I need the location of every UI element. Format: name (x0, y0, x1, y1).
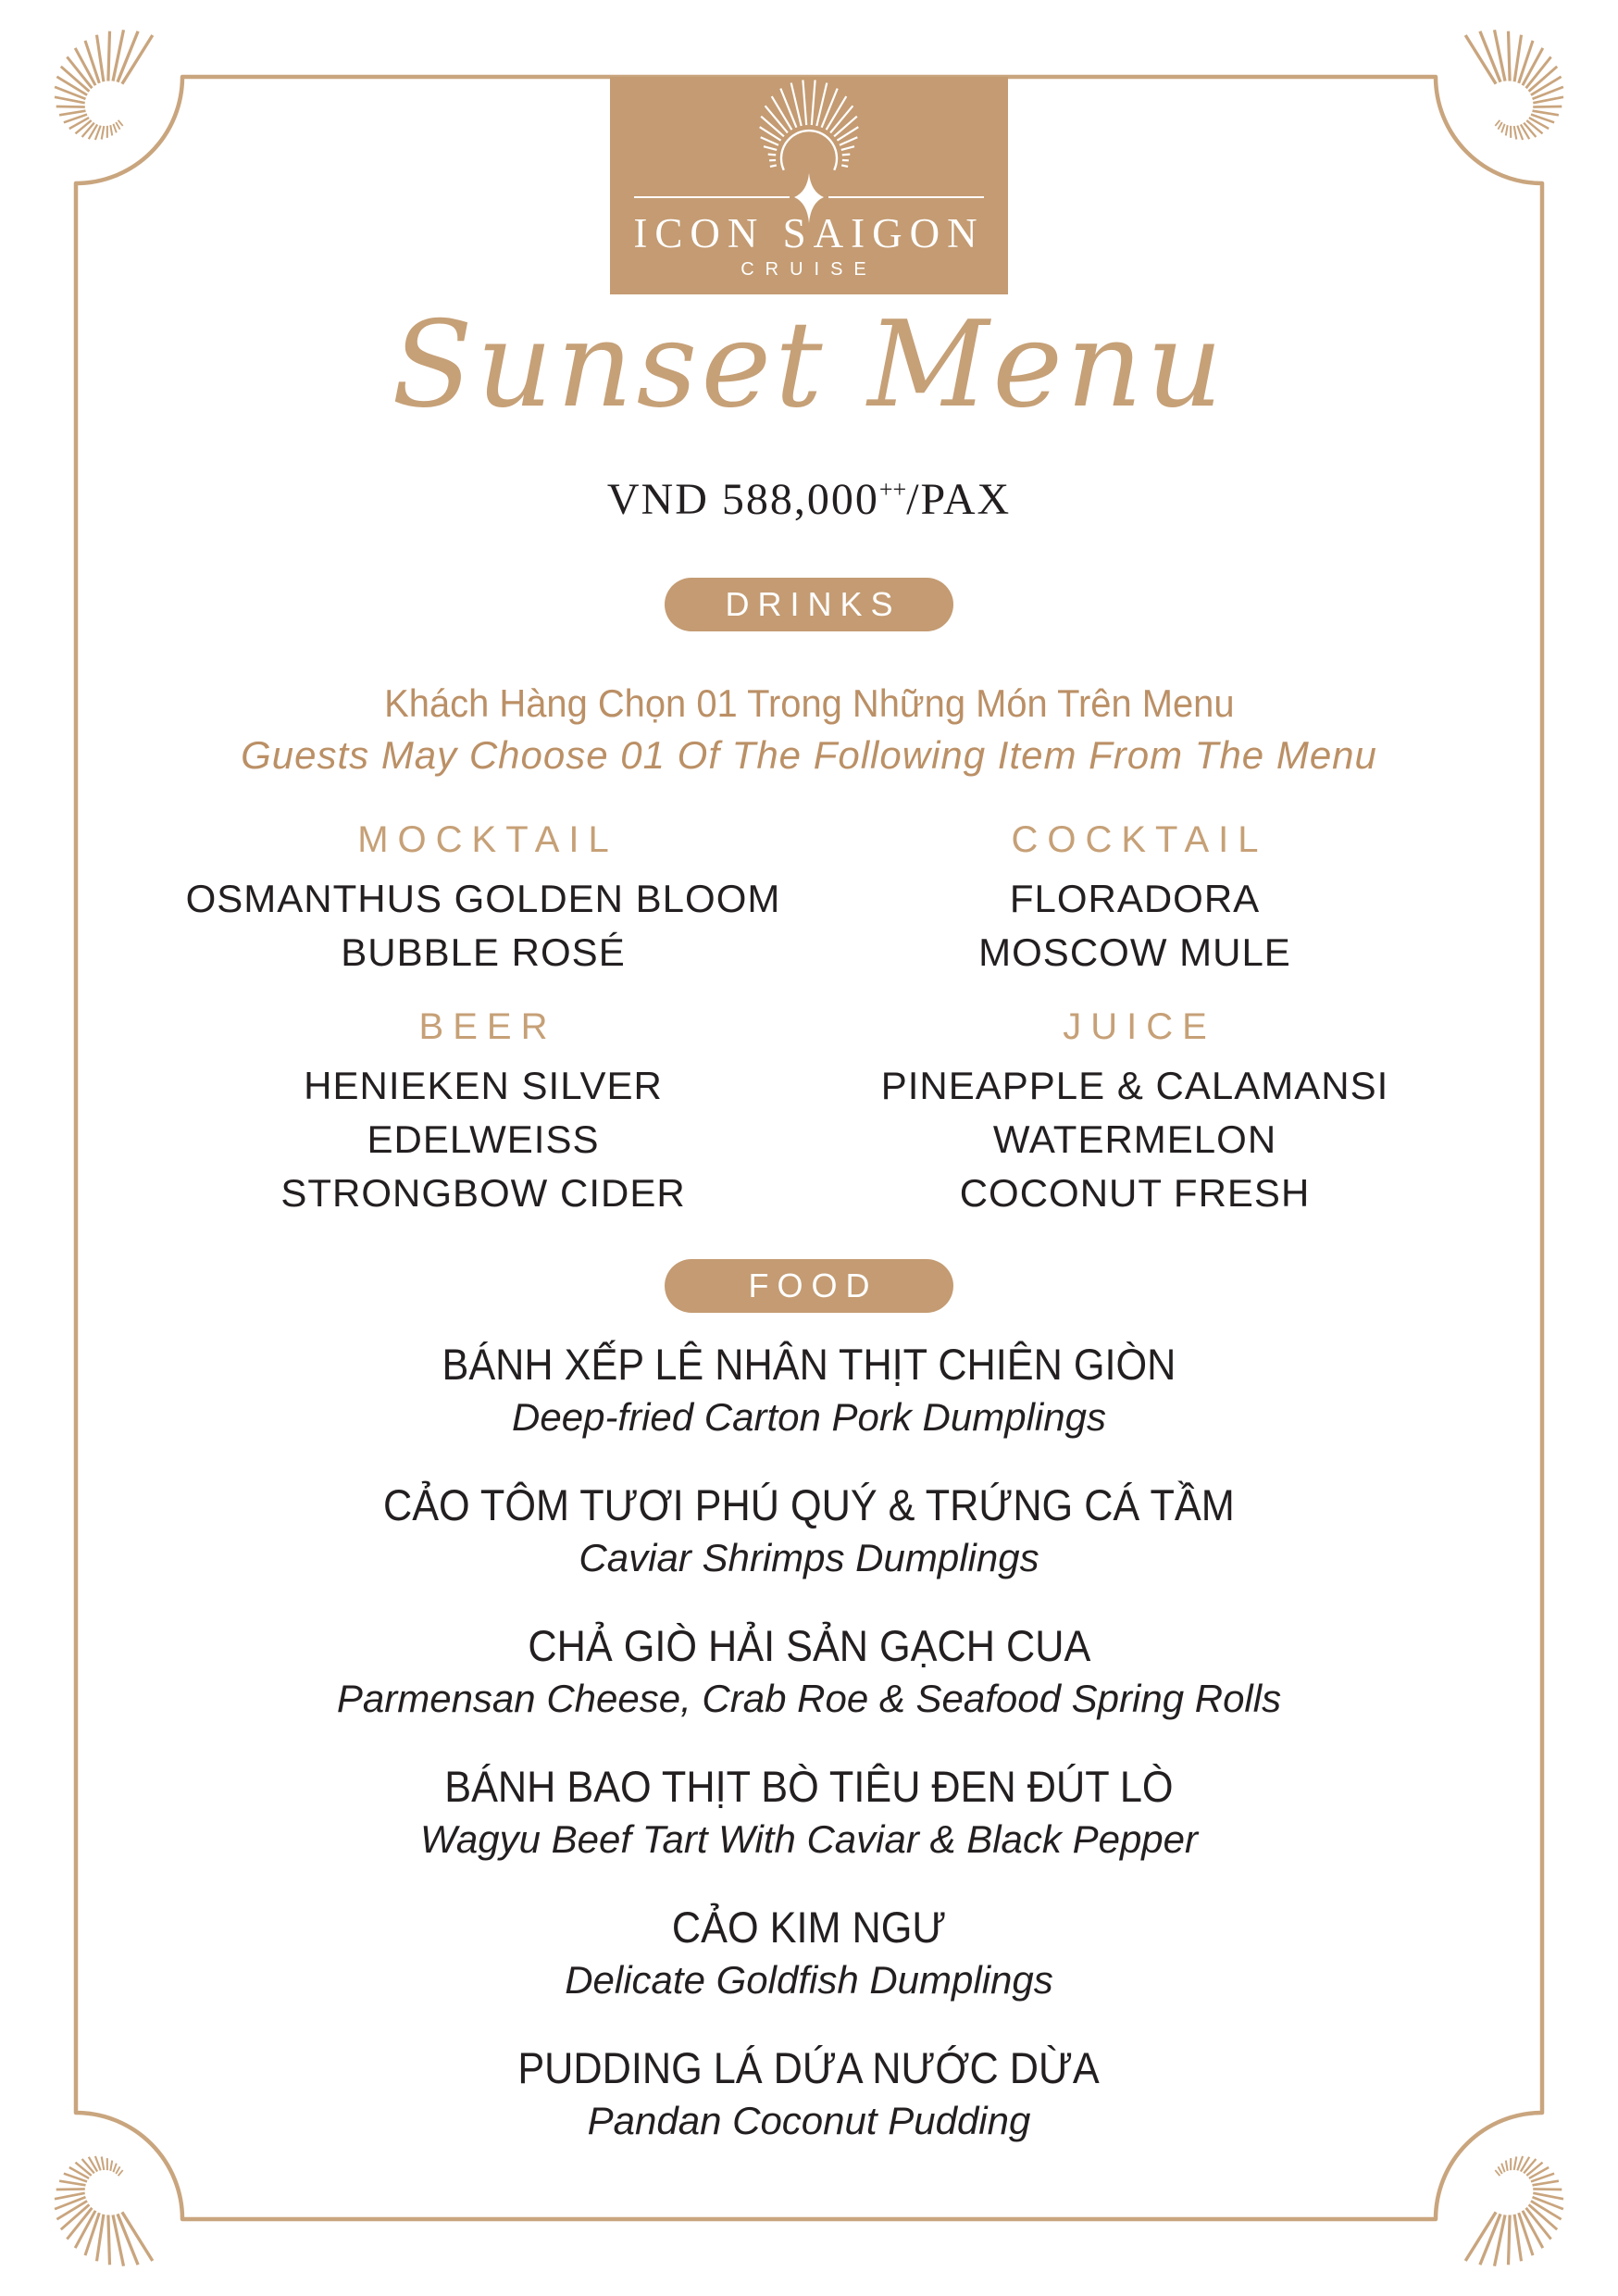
drink-group-mocktail (157, 817, 809, 980)
menu-title: Sunset Menu (392, 296, 1226, 434)
food-item-name-en: Parmensan Cheese, Crab Roe & Seafood Spring Rolls (336, 1677, 1282, 1720)
food-item-name-vi: BÁNH BAO THỊT BÒ TIÊU ĐEN ĐÚT LÒ (444, 1762, 1174, 1811)
drink-item: FLORADORA (1009, 877, 1261, 920)
drink-group-juice (809, 1004, 1461, 1220)
food-item (0, 1900, 1618, 2040)
drink-group-cocktail (809, 817, 1461, 980)
drink-group-title: MOCKTAIL (357, 819, 618, 860)
food-item-name-en: Delicate Goldfish Dumplings (565, 1958, 1053, 2002)
food-item-name-vi: CHẢ GIÒ HẢI SẢN GẠCH CUA (528, 1621, 1090, 1670)
drink-item: OSMANTHUS GOLDEN BLOOM (185, 877, 781, 920)
drinks-note-english: Guests May Choose 01 Of The Following Item From The Menu (241, 733, 1377, 777)
price-line (0, 474, 1618, 525)
drink-item: WATERMELON (992, 1117, 1277, 1161)
food-item-name-vi: CẢO TÔM TƯƠI PHÚ QUÝ & TRỨNG CÁ TẦM (383, 1480, 1235, 1529)
food-section-badge: FOOD (665, 1259, 953, 1313)
drink-group-title: COCKTAIL (1011, 819, 1268, 860)
food-list (0, 1337, 1618, 2181)
drink-item: HENIEKEN SILVER (304, 1064, 663, 1107)
corner-sunburst-icon (55, 30, 153, 140)
drink-group-title: JUICE (1063, 1006, 1216, 1047)
food-item-name-vi: PUDDING LÁ DỨA NƯỚC DỪA (517, 2043, 1101, 2092)
drinks-note-vietnamese: Khách Hàng Chọn 01 Trong Những Món Trên Menu (383, 681, 1235, 725)
brand-logo-block (610, 77, 1008, 294)
drink-item: PINEAPPLE & CALAMANSI (880, 1064, 1389, 1107)
food-item-name-vi: BÁNH XẾP LÊ NHÂN THỊT CHIÊN GIÒN (442, 1340, 1176, 1389)
food-item (0, 2040, 1618, 2181)
drink-item: BUBBLE ROSÉ (341, 930, 626, 974)
drinks-section-badge: DRINKS (665, 578, 953, 631)
drink-item: EDELWEISS (367, 1117, 600, 1161)
brand-subtitle: CRUISE (741, 259, 877, 280)
corner-sunburst-icon (1465, 30, 1563, 140)
drinks-row-1 (157, 817, 1461, 980)
drink-item: STRONGBOW CIDER (280, 1171, 686, 1215)
food-item (0, 1478, 1618, 1618)
food-item (0, 1618, 1618, 1759)
food-item-name-en: Deep-fried Carton Pork Dumplings (512, 1395, 1106, 1439)
food-item-name-vi: CẢO KIM NGƯ (671, 1903, 947, 1952)
brand-name: ICON SAIGON (633, 210, 985, 256)
price-plusplus: ++ (878, 476, 907, 503)
drink-group-title: BEER (418, 1006, 557, 1047)
food-item-name-en: Pandan Coconut Pudding (587, 2099, 1031, 2142)
drink-item: COCONUT FRESH (959, 1171, 1311, 1215)
drinks-row-2 (157, 1004, 1461, 1220)
drink-group-beer (157, 1004, 809, 1220)
drink-item: MOSCOW MULE (978, 930, 1291, 974)
food-item (0, 1337, 1618, 1478)
price-per-pax: /PAX (906, 475, 1012, 524)
food-item-name-en: Wagyu Beef Tart With Caviar & Black Pepper (420, 1817, 1198, 1861)
food-item (0, 1759, 1618, 1900)
price-amount: VND 588,000 (606, 475, 879, 524)
food-item-name-en: Caviar Shrimps Dumplings (579, 1536, 1039, 1579)
